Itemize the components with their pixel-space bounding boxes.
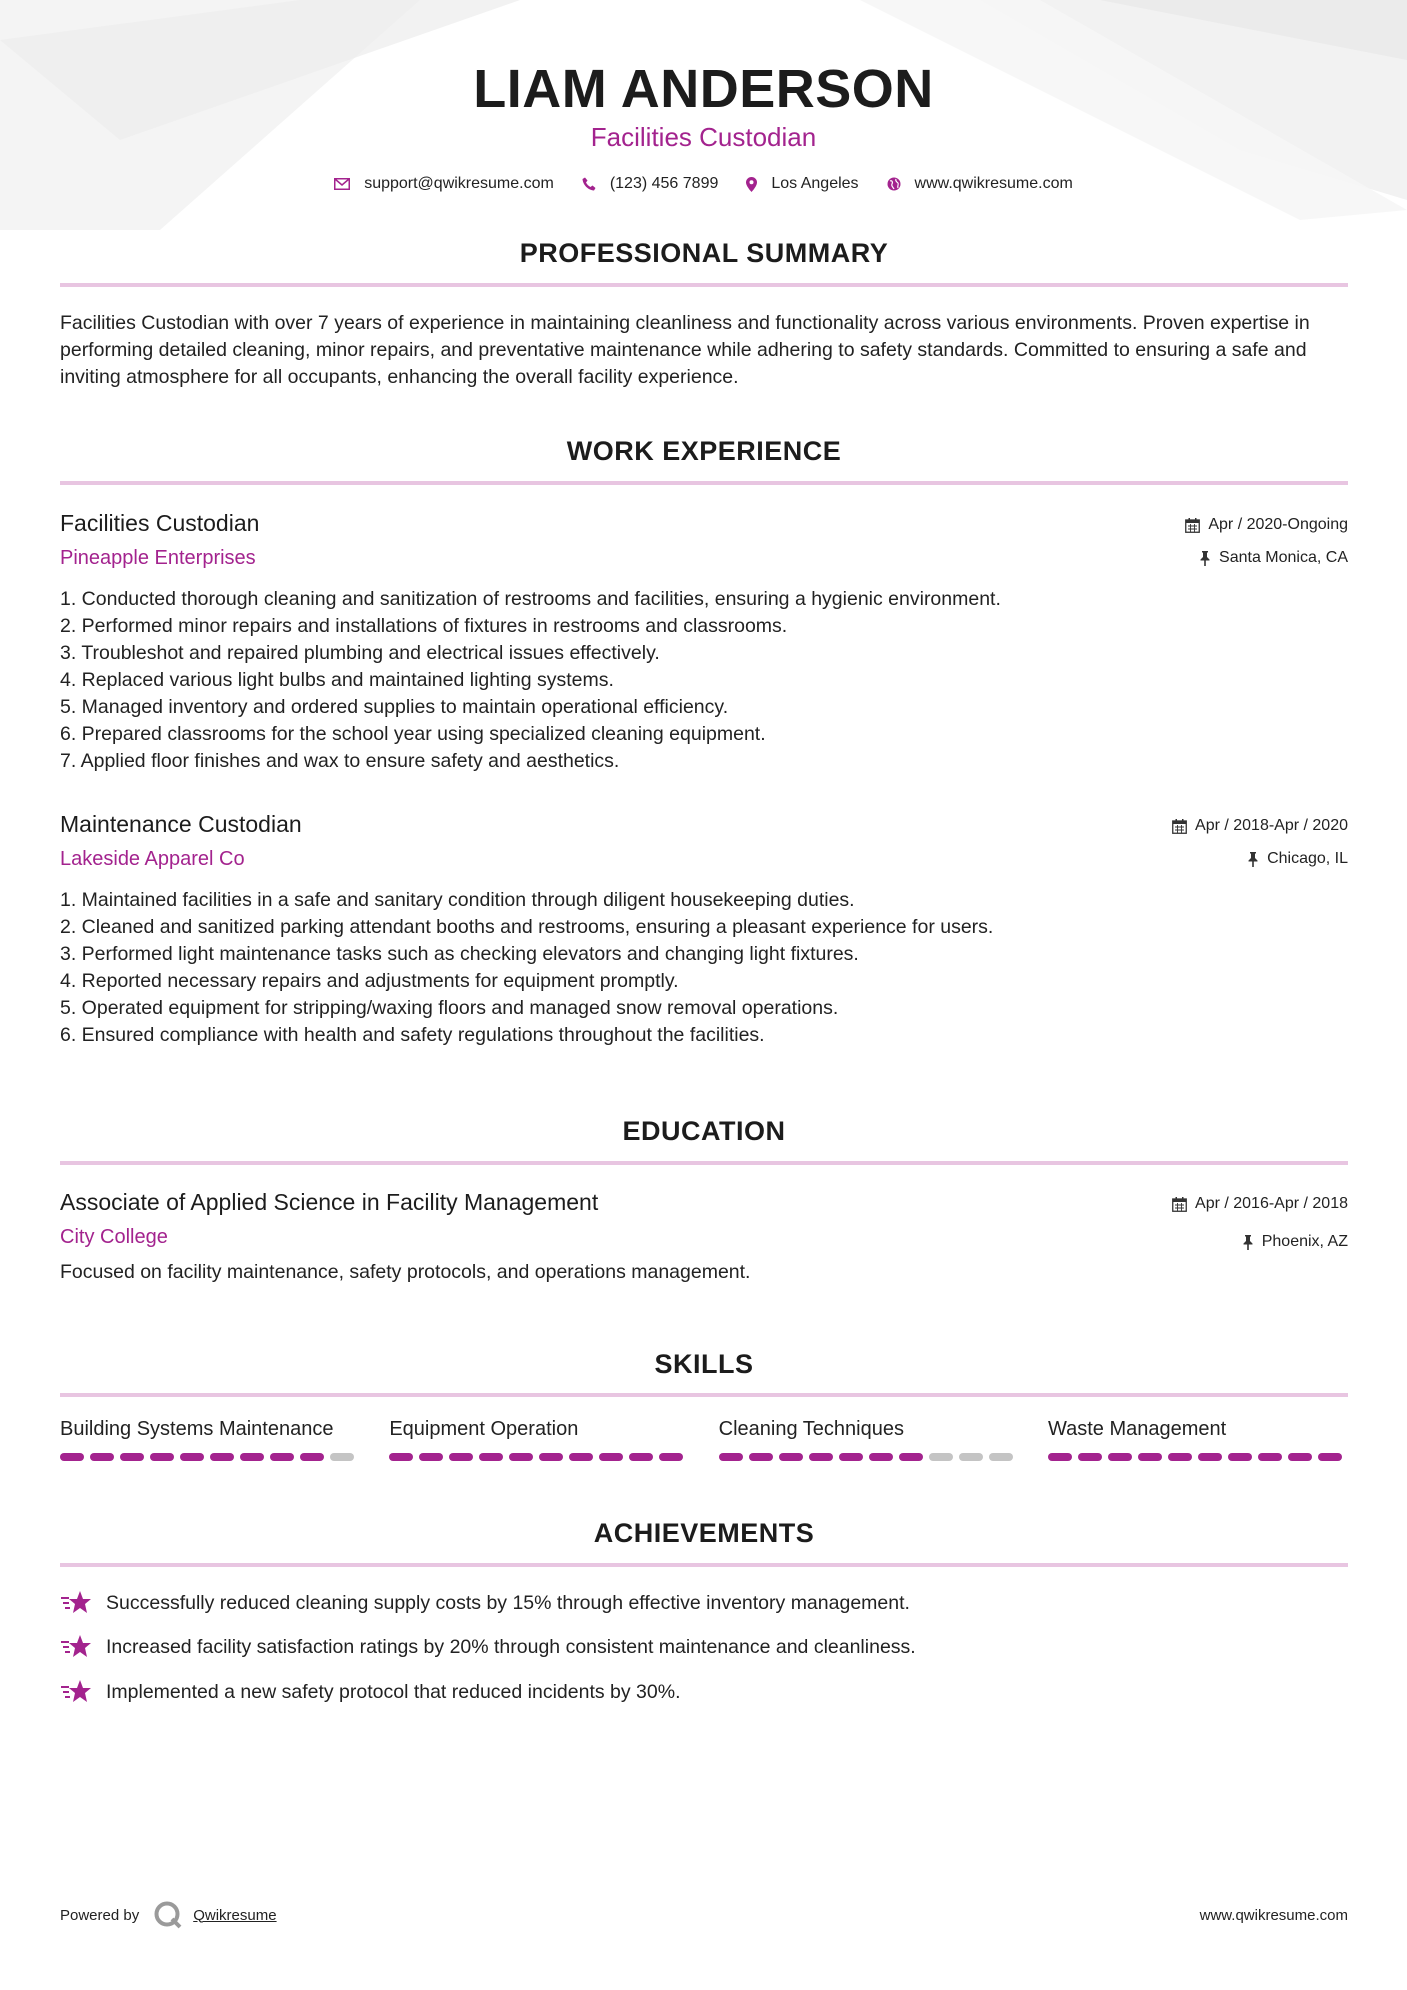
skill-name: Equipment Operation — [389, 1418, 579, 1440]
skill-segment — [929, 1453, 953, 1461]
skills-list — [60, 1418, 1348, 1461]
job-title: Facilities Custodian — [60, 510, 260, 536]
degree-title: Associate of Applied Science in Facility Management — [60, 1189, 599, 1215]
skill-segment — [599, 1453, 623, 1461]
skill-segment — [749, 1453, 773, 1461]
job-entry-1 — [60, 510, 1348, 775]
envelope-icon — [334, 178, 350, 190]
skill-segment — [60, 1453, 84, 1461]
job-meta — [1172, 815, 1348, 870]
skill-segment — [180, 1453, 204, 1461]
map-pin-icon — [746, 177, 757, 192]
skill-segment — [539, 1453, 563, 1461]
education-description: Focused on facility maintenance, safety protocols, and operations management. — [60, 1261, 751, 1283]
skill-segment — [959, 1453, 983, 1461]
achievements-divider — [60, 1563, 1348, 1567]
skills-heading: SKILLS — [654, 1349, 754, 1379]
achievement-text: Successfully reduced cleaning supply costs by 15% through effective inventory management. — [106, 1591, 910, 1614]
powered-by-label: Powered by — [60, 1906, 140, 1924]
contact-email[interactable] — [334, 175, 554, 193]
education-entry — [60, 1189, 1348, 1286]
skill-name: Waste Management — [1047, 1418, 1227, 1440]
skill-segment — [809, 1453, 833, 1461]
skill-segment — [389, 1453, 413, 1461]
education-dates: Apr / 2016-Apr / 2018 — [1172, 1193, 1348, 1215]
candidate-name: LIAM ANDERSON — [473, 59, 934, 119]
skill-segment — [479, 1453, 503, 1461]
skill-level-bar — [389, 1453, 689, 1461]
skill-segment — [1168, 1453, 1192, 1461]
achievement-item — [60, 1679, 1348, 1705]
job-location: Chicago, IL — [1172, 848, 1348, 870]
skill-segment — [449, 1453, 473, 1461]
list-item: 2. Performed minor repairs and installations of fixtures in restrooms and classrooms. — [60, 615, 788, 637]
skill-segment — [839, 1453, 863, 1461]
skill-item — [60, 1418, 360, 1461]
summary-heading: PROFESSIONAL SUMMARY — [519, 238, 889, 268]
job-location: Santa Monica, CA — [1185, 547, 1348, 569]
skill-item — [1048, 1418, 1348, 1461]
candidate-role: Facilities Custodian — [590, 122, 817, 152]
contact-website[interactable] — [887, 175, 1073, 193]
skill-segment — [629, 1453, 653, 1461]
list-item: 3. Performed light maintenance tasks such as checking elevators and changing light fixtures. — [60, 943, 859, 965]
footer-website[interactable]: www.qwikresume.com — [1199, 1906, 1348, 1924]
skill-segment — [509, 1453, 533, 1461]
skill-item — [389, 1418, 689, 1461]
skill-item — [719, 1418, 1019, 1461]
job-dates: Apr / 2020-Ongoing — [1185, 514, 1348, 536]
phone-icon — [582, 177, 596, 191]
page-footer — [60, 1900, 1348, 1930]
list-item: 5. Managed inventory and ordered supplies to maintain operational efficiency. — [60, 696, 729, 718]
location-text: Los Angeles — [771, 175, 859, 192]
skill-segment — [1048, 1453, 1072, 1461]
calendar-icon — [1172, 1197, 1187, 1212]
skill-segment — [150, 1453, 174, 1461]
skills-divider — [60, 1393, 1348, 1397]
list-item: 1. Maintained facilities in a safe and sanitary condition through diligent housekeeping duties. — [60, 889, 855, 911]
pushpin-icon — [1242, 1235, 1254, 1250]
list-item: 1. Conducted thorough cleaning and sanitization of restrooms and facilities, ensuring a hygienic environment. — [60, 588, 1001, 610]
list-item: 6. Prepared classrooms for the school year using specialized cleaning equipment. — [60, 723, 766, 745]
education-meta — [1172, 1193, 1348, 1253]
skill-segment — [419, 1453, 443, 1461]
skill-segment — [1318, 1453, 1342, 1461]
pushpin-icon — [1199, 551, 1211, 566]
job-dates: Apr / 2018-Apr / 2020 — [1172, 815, 1348, 837]
education-heading: EDUCATION — [622, 1116, 786, 1146]
pushpin-icon — [1247, 852, 1259, 867]
star-icon — [60, 1634, 92, 1660]
education-location: Phoenix, AZ — [1172, 1231, 1348, 1253]
school-name: City College — [60, 1226, 168, 1248]
list-item: 3. Troubleshot and repaired plumbing and electrical issues effectively. — [60, 642, 660, 664]
website-text: www.qwikresume.com — [914, 175, 1073, 192]
skill-name: Building Systems Maintenance — [60, 1418, 334, 1440]
skill-level-bar — [60, 1453, 360, 1461]
skill-segment — [1108, 1453, 1132, 1461]
globe-icon — [887, 177, 901, 191]
contact-location — [746, 175, 858, 193]
skill-segment — [899, 1453, 923, 1461]
brand-link[interactable]: Qwikresume — [193, 1906, 277, 1924]
education-divider — [60, 1161, 1348, 1165]
star-icon — [60, 1590, 92, 1616]
summary-text: Facilities Custodian with over 7 years of experience in maintaining cleanliness and functionality across various environments. Proven expertise in performing detailed cleaning, minor repairs, and preventative maintenance while adhering to safety standards. Committed to ensuring a safe and inviting atmosphere for all occupants, enhancing the overall facility experience. — [60, 312, 1310, 388]
skill-segment — [1138, 1453, 1162, 1461]
job-bullets — [60, 586, 1348, 775]
calendar-icon — [1185, 518, 1200, 533]
achievement-text: Implemented a new safety protocol that reduced incidents by 30%. — [106, 1680, 681, 1703]
skill-segment — [90, 1453, 114, 1461]
skill-segment — [719, 1453, 743, 1461]
phone-text: (123) 456 7899 — [609, 175, 719, 192]
qwikresume-logo-icon — [153, 1900, 183, 1930]
skill-segment — [779, 1453, 803, 1461]
job-bullets — [60, 887, 1348, 1049]
skill-segment — [1228, 1453, 1252, 1461]
skill-segment — [210, 1453, 234, 1461]
job-title: Maintenance Custodian — [60, 811, 302, 837]
skill-segment — [989, 1453, 1013, 1461]
contact-bar — [0, 175, 1407, 193]
list-item: 5. Operated equipment for stripping/waxing floors and managed snow removal operations. — [60, 997, 839, 1019]
list-item: 7. Applied floor finishes and wax to ensure safety and aesthetics. — [60, 750, 620, 772]
summary-divider — [60, 283, 1348, 287]
list-item: 4. Reported necessary repairs and adjustments for equipment promptly. — [60, 970, 679, 992]
skill-segment — [1198, 1453, 1222, 1461]
contact-phone[interactable] — [582, 175, 719, 193]
experience-divider — [60, 481, 1348, 485]
skill-segment — [869, 1453, 893, 1461]
job-company: Lakeside Apparel Co — [60, 848, 245, 870]
skill-name: Cleaning Techniques — [718, 1418, 904, 1440]
skill-segment — [569, 1453, 593, 1461]
achievement-item — [60, 1590, 1348, 1616]
skill-segment — [1078, 1453, 1102, 1461]
achievements-heading: ACHIEVEMENTS — [593, 1518, 815, 1548]
skill-segment — [1288, 1453, 1312, 1461]
list-item: 4. Replaced various light bulbs and maintained lighting systems. — [60, 669, 614, 691]
calendar-icon — [1172, 819, 1187, 834]
experience-heading: WORK EXPERIENCE — [566, 436, 842, 466]
skill-level-bar — [1048, 1453, 1348, 1461]
achievement-text: Increased facility satisfaction ratings by 20% through consistent maintenance and cleanliness. — [106, 1635, 916, 1658]
achievement-item — [60, 1634, 1348, 1660]
skill-segment — [330, 1453, 354, 1461]
job-meta — [1185, 514, 1348, 569]
skill-segment — [240, 1453, 264, 1461]
skill-segment — [120, 1453, 144, 1461]
list-item: 6. Ensured compliance with health and safety regulations throughout the facilities. — [60, 1024, 765, 1046]
job-entry-2 — [60, 811, 1348, 1049]
skill-segment — [659, 1453, 683, 1461]
skill-segment — [300, 1453, 324, 1461]
email-text: support@qwikresume.com — [364, 175, 554, 192]
skill-segment — [1258, 1453, 1282, 1461]
list-item: 2. Cleaned and sanitized parking attendant booths and restrooms, ensuring a pleasant experience for users. — [60, 916, 994, 938]
star-icon — [60, 1679, 92, 1705]
powered-by — [60, 1900, 277, 1930]
skill-segment — [270, 1453, 294, 1461]
job-company: Pineapple Enterprises — [60, 547, 256, 569]
skill-level-bar — [719, 1453, 1019, 1461]
